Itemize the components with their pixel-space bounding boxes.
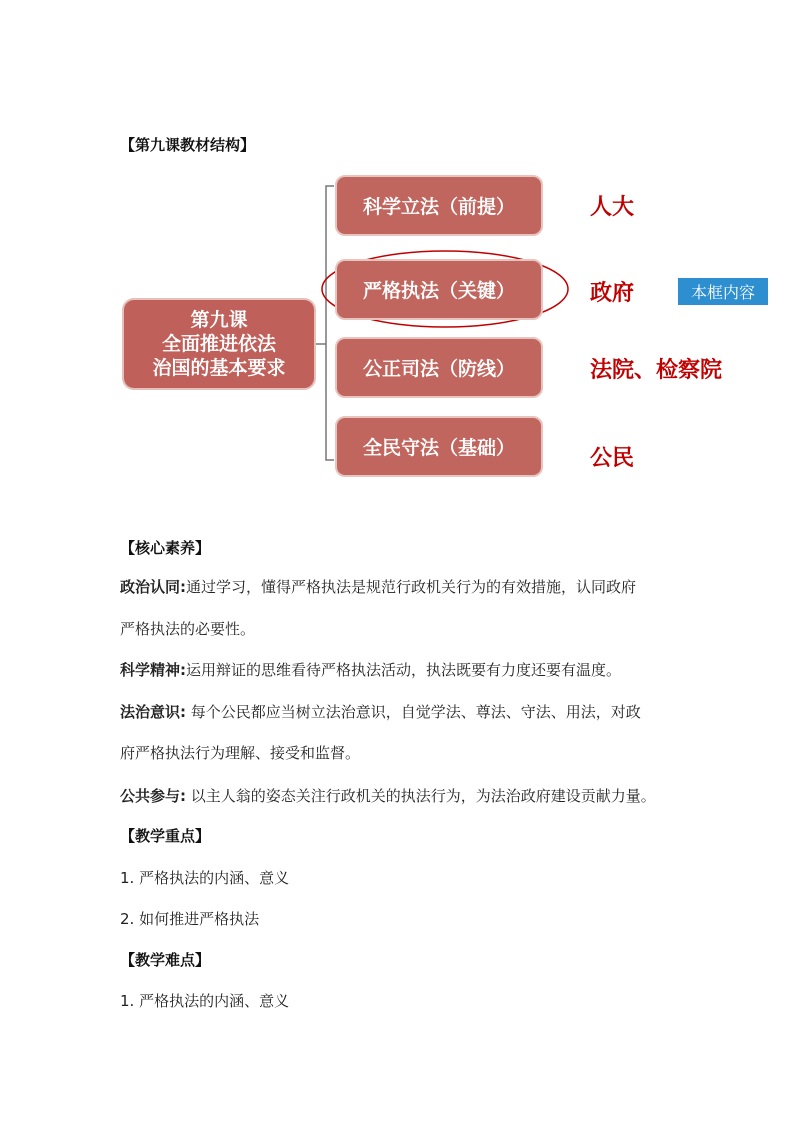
branch-box-legislation: 科学立法（前提）: [335, 175, 543, 236]
literacy-term: 科学精神:: [120, 661, 186, 679]
literacy-term: 法治意识:: [120, 703, 186, 721]
key-points-heading: 【教学重点】: [120, 827, 211, 845]
literacy-term: 公共参与:: [120, 787, 186, 805]
literacy-item-political-cont: 严格执法的必要性。: [120, 620, 256, 638]
literacy-heading: 【核心素养】: [120, 539, 211, 557]
key-point-item: 1. 严格执法的内涵、意义: [120, 869, 290, 887]
main-topic-line-1: 第九课: [190, 309, 248, 331]
key-point-item: 2. 如何推进严格执法: [120, 910, 260, 928]
branch-box-judiciary: 公正司法（防线）: [335, 337, 543, 398]
main-topic-line-3: 治国的基本要求: [152, 357, 286, 379]
structure-diagram: [0, 0, 794, 500]
literacy-item-political: [120, 576, 636, 597]
literacy-item-rule-of-law: [120, 701, 641, 722]
main-topic-box: [122, 298, 316, 390]
branch-box-compliance: 全民守法（基础）: [335, 416, 543, 477]
side-label-government: 政府: [590, 281, 635, 306]
literacy-term: 政治认同:: [120, 578, 186, 596]
literacy-text: 运用辩证的思维看待严格执法活动，执法既要有力度还要有温度。: [186, 661, 622, 679]
branch-box-enforcement: 严格执法（关键）: [335, 259, 543, 320]
main-topic-line-2: 全面推进依法: [161, 333, 276, 355]
literacy-item-rule-of-law-cont: 府严格执法行为理解、接受和监督。: [120, 744, 361, 762]
literacy-text: 通过学习，懂得严格执法是规范行政机关行为的有效措施，认同政府: [186, 578, 637, 596]
side-label-citizens: 公民: [590, 446, 635, 471]
literacy-item-participation: [120, 785, 656, 806]
side-label-npc: 人大: [590, 195, 635, 220]
difficulties-heading: 【教学难点】: [120, 951, 211, 969]
literacy-text: 以主人翁的姿态关注行政机关的执法行为，为法治政府建设贡献力量。: [186, 787, 656, 805]
literacy-text: 每个公民都应当树立法治意识，自觉学法、尊法、守法、用法，对政: [186, 703, 641, 721]
difficulty-item: 1. 严格执法的内涵、意义: [120, 992, 290, 1010]
current-section-badge: 本框内容: [678, 278, 768, 305]
structure-heading: 【第九课教材结构】: [120, 136, 256, 154]
side-label-courts: 法院、检察院: [590, 358, 723, 383]
literacy-item-science: [120, 659, 621, 680]
